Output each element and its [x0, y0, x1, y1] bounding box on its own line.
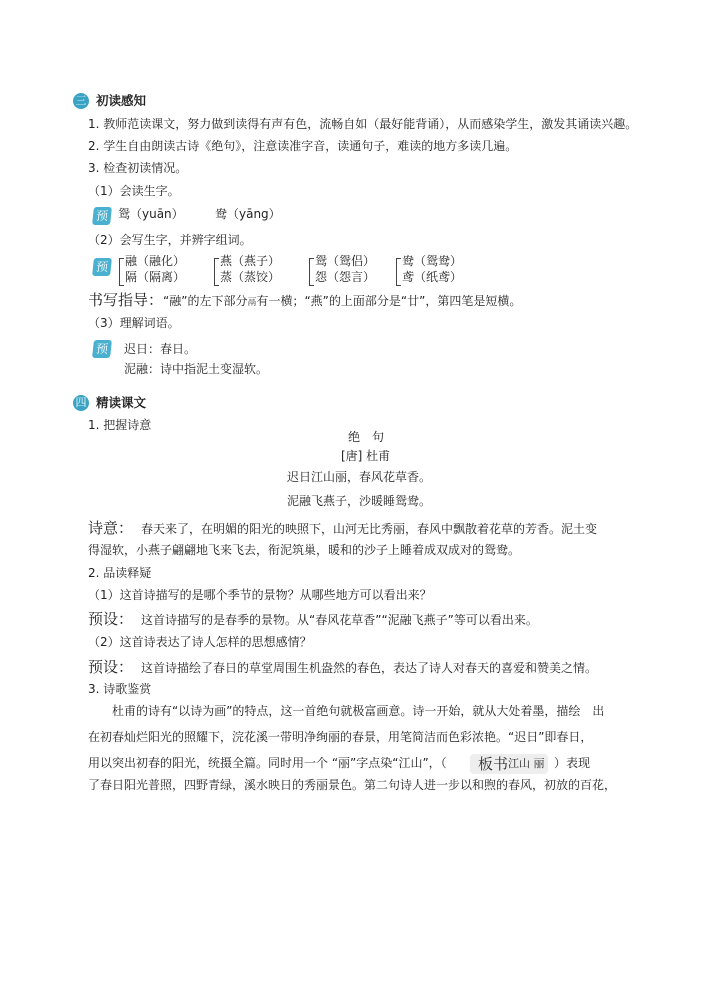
poem-line: 迟日江山丽，春风花草香。: [287, 470, 432, 484]
meaning-text: 春天来了，在明媚的阳光的映照下，山河无比秀丽，春风中飘散着花草的芳香。泥土变: [141, 522, 598, 536]
meaning-text: 得湿软，小燕子翩翩地飞来飞去，衔泥筑巢，暖和的沙子上睡着成双成对的鸳鸯。: [88, 543, 521, 557]
section-number-badge: 四: [73, 395, 89, 411]
paragraph-line: 了春日阳光普照，四野青绿，溪水映日的秀丽景色。第二句诗人进一步以和煦的春风，初放的百花，: [88, 778, 617, 792]
answer-label: 预设：: [88, 610, 134, 628]
paragraph-line: 在初春灿烂阳光的照耀下，浣花溪一带明净绚丽的春景，用笔简洁而色彩浓艳。“迟日”即春日，: [88, 730, 593, 744]
question: （2）这首诗表达了诗人怎样的思想感情？: [88, 635, 312, 649]
poem-line: 泥融飞燕子，沙暖睡鸳鸯。: [287, 494, 432, 508]
paragraph-line: ）表现: [554, 756, 591, 770]
brace: [214, 258, 219, 286]
word-pair: 鸢（纸鸢）: [402, 270, 463, 284]
list-item: 2. 品读释疑: [88, 566, 152, 580]
poem-author: [唐] 杜甫: [341, 449, 391, 463]
subheading: （3）理解词语。: [88, 316, 180, 330]
pinyin-word: 鸯（yāng）: [215, 207, 281, 221]
list-item: 1. 把握诗意: [88, 418, 152, 432]
vocab-item: 泥融：诗中指泥土变湿软。: [124, 362, 269, 376]
word-pair: 鸳（鸳侣）: [315, 254, 376, 268]
pinyin-word: 鸳（yuān）: [118, 207, 184, 221]
brace: [119, 258, 124, 286]
section-title: 初读感知: [96, 93, 147, 108]
subheading: （2）会写生字，并辨字组词。: [88, 233, 252, 247]
writing-guide-text: “融”的左下部分: [163, 294, 248, 308]
writing-guide: [88, 291, 521, 310]
writing-guide-label: 书写指导：: [88, 291, 164, 309]
subheading: （1）会读生字。: [88, 184, 180, 198]
poem-title: 绝 句: [348, 430, 385, 444]
writing-guide-text: 有一横；“燕”的上面部分是“廿”，第四笔是短横。: [256, 294, 522, 308]
answer-text: 这首诗描绘了春日的草堂周围生机盎然的春色，表达了诗人对春天的喜爱和赞美之情。: [141, 661, 598, 675]
brace: [396, 258, 401, 286]
word-pair: 隔（隔离）: [125, 270, 186, 284]
board-note-label: 板书: [478, 755, 509, 773]
paragraph-line: 杜甫的诗有“以诗为画”的特点，这一首绝句就极富画意。诗一开始，就从大处着墨，描绘 出: [112, 704, 605, 718]
word-pair: 蒸（蒸饺）: [220, 270, 281, 284]
word-pair: 融（融化）: [125, 254, 186, 268]
poem-meaning: [88, 519, 597, 538]
question: （1）这首诗描写的是哪个季节的景物？从哪些地方可以看出来？: [88, 588, 432, 602]
word-pair: 鸯（鸳鸯）: [402, 254, 463, 268]
radical-glyph: 鬲: [247, 298, 257, 308]
answer: [88, 610, 538, 629]
brace: [309, 258, 314, 286]
list-item: 3. 检查初读情况。: [88, 161, 188, 175]
paragraph-line: 用以突出初春的阳光，统摄全篇。同时用一个 “丽”字点染“江山”，（: [88, 756, 447, 770]
answer: [88, 658, 597, 677]
list-item: 1. 教师范读课文，努力做到读得有声有色，流畅自如（最好能背诵），从而感染学生，激发其诵读兴趣。: [88, 117, 638, 131]
pen-tag-icon: 预: [92, 207, 112, 225]
answer-text: 这首诗描写的是春季的景物。从“春风花草香”“泥融飞燕子”等可以看出来。: [141, 613, 538, 627]
list-item: 2. 学生自由朗读古诗《绝句》，注意读准字音，读通句子，难读的地方多读几遍。: [88, 139, 518, 153]
section-number-badge: 三: [73, 93, 89, 109]
word-pair: 燕（燕子）: [220, 254, 281, 268]
pen-tag-icon: 预: [92, 340, 112, 358]
answer-label: 预设：: [88, 658, 134, 676]
vocab-item: 迟日：春日。: [124, 342, 197, 356]
pen-tag-icon: 预: [92, 258, 112, 276]
meaning-label: 诗意：: [88, 519, 134, 537]
board-note-words: 江山 丽: [508, 757, 545, 770]
word-pair: 怨（怨言）: [315, 270, 376, 284]
list-item: 3. 诗歌鉴赏: [88, 682, 152, 696]
section-title: 精读课文: [96, 395, 147, 410]
